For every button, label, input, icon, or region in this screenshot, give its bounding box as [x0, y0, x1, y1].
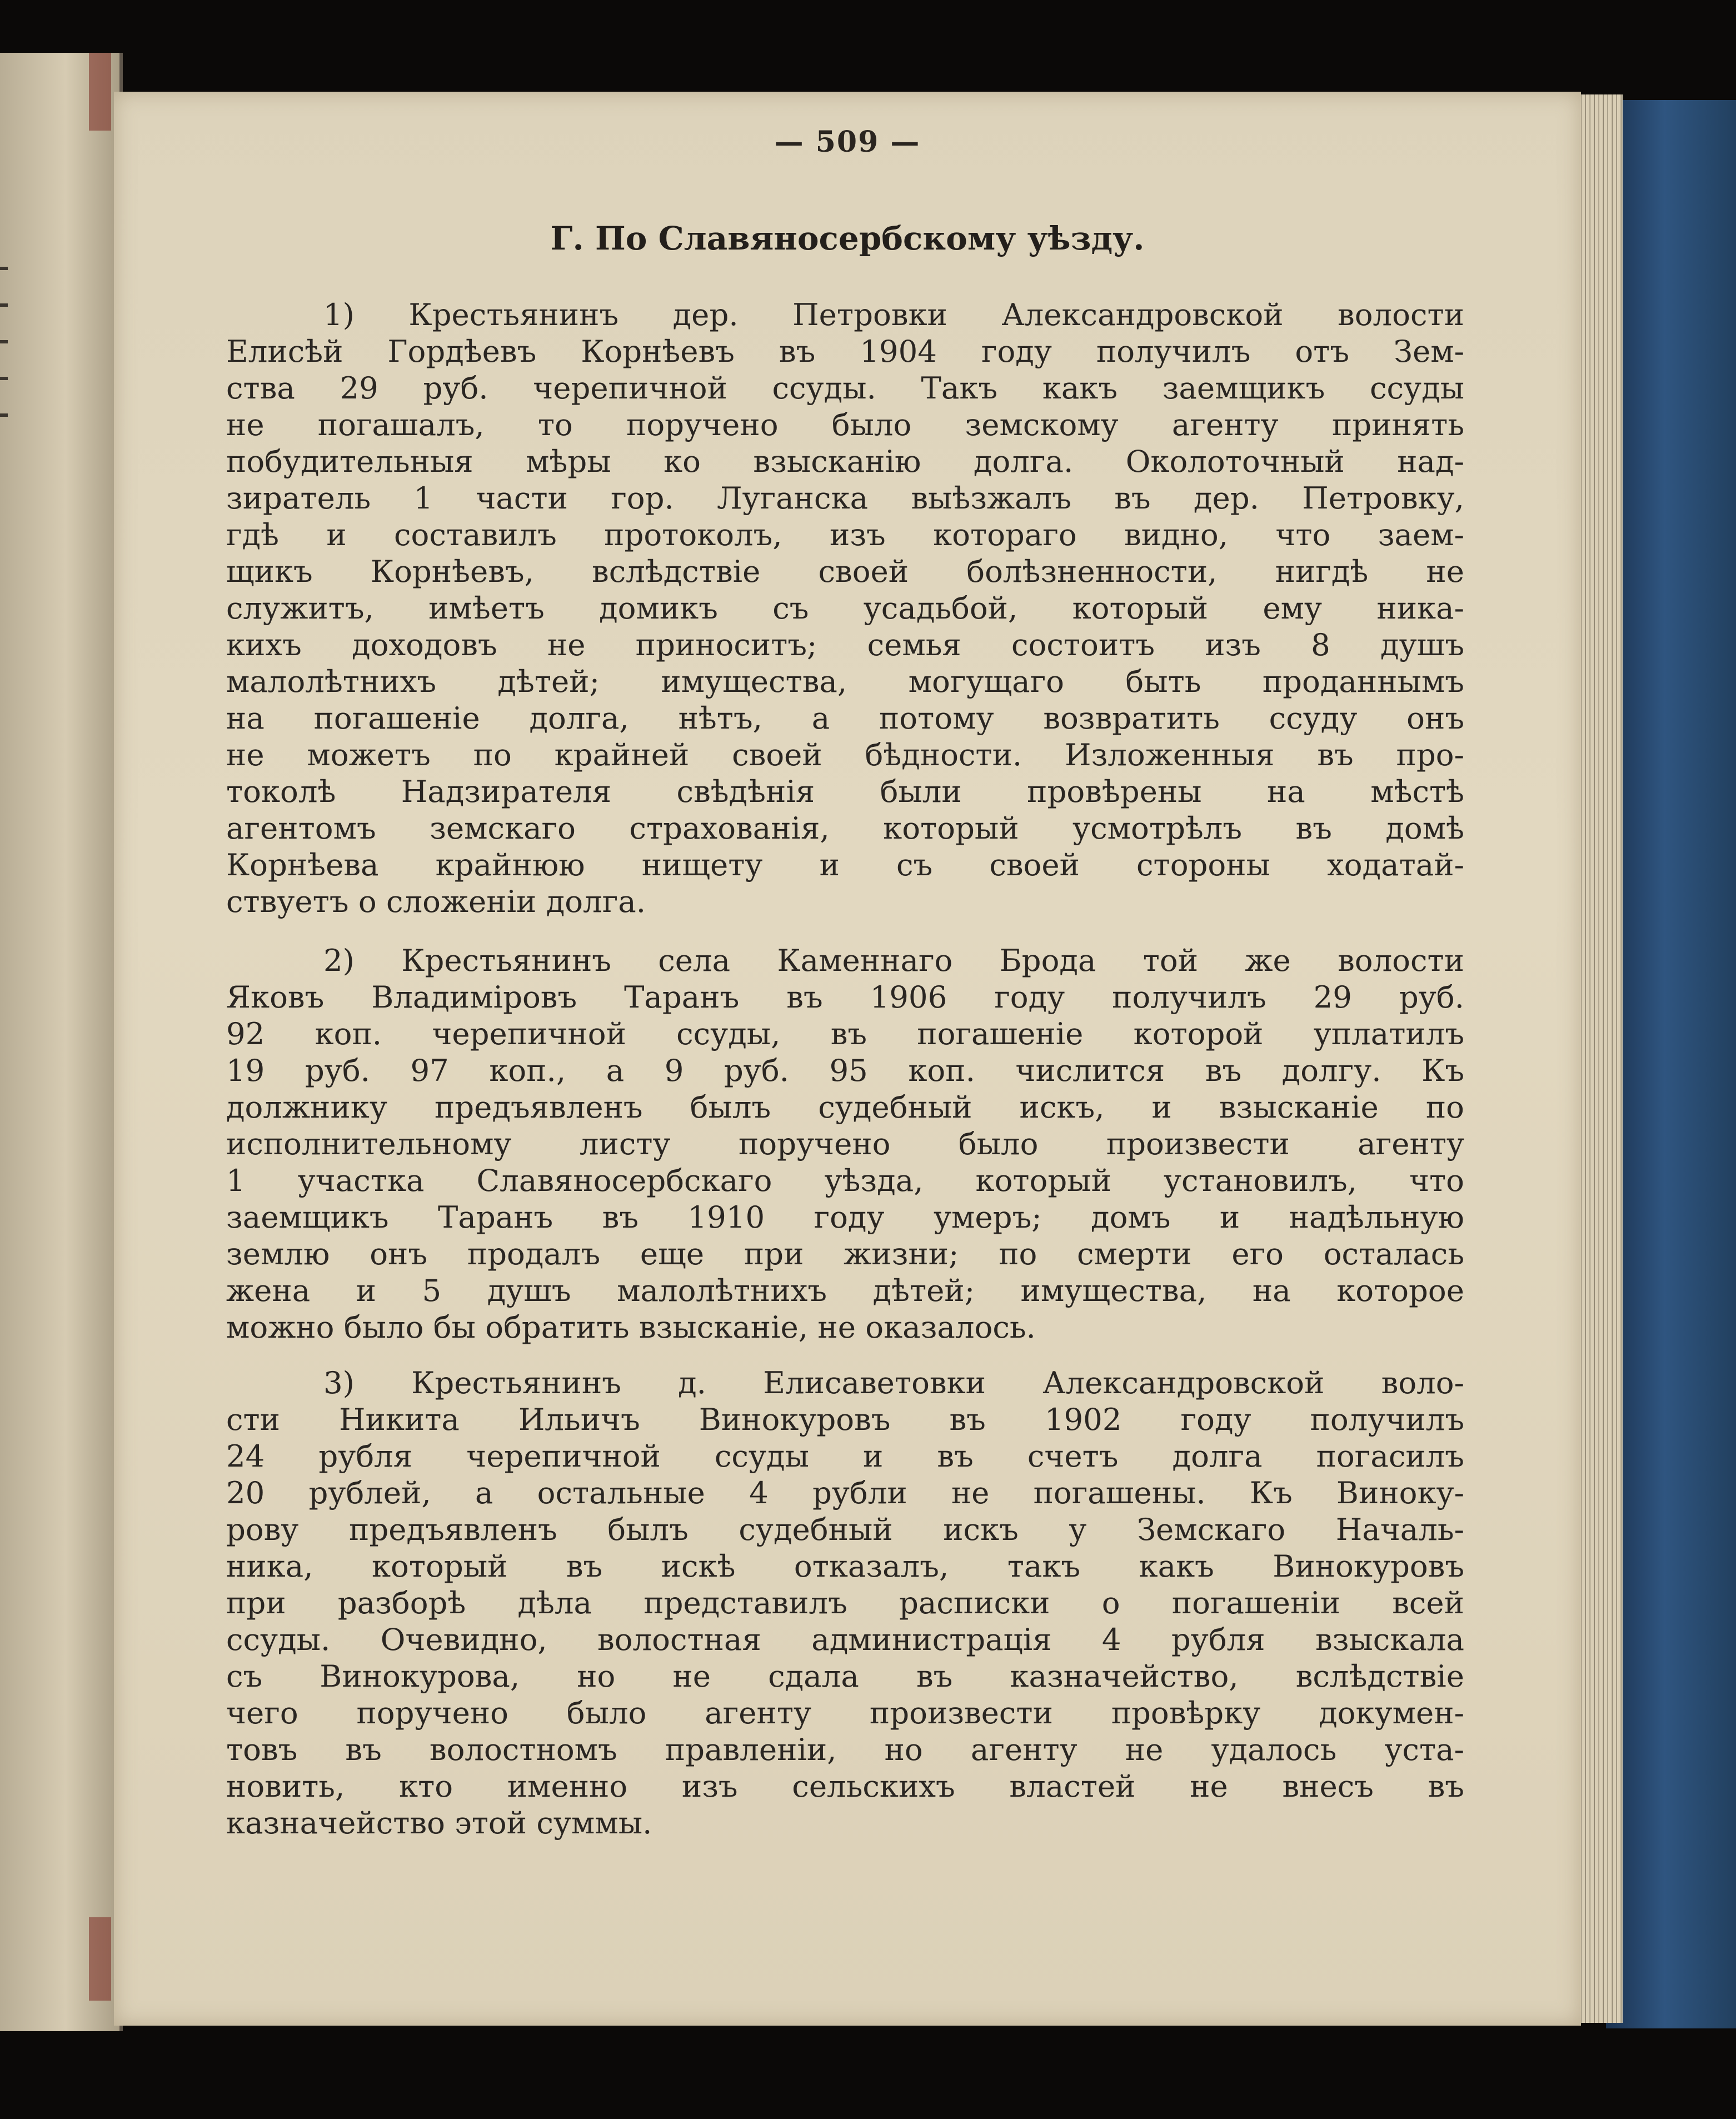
left-page-red-edge-bottom [89, 1917, 111, 2001]
text-line: Елисѣй Гордѣевъ Корнѣевъ въ 1904 году получилъ отъ Зем- [226, 333, 1464, 369]
left-page-edge [0, 53, 123, 2031]
text-line: Корнѣева крайнюю нищету и съ своей стороны ходатай- [226, 847, 1464, 882]
text-line: 1) Крестьянинъ дер. Петровки Александровской волости [323, 297, 1464, 332]
text-line: жена и 5 душъ малолѣтнихъ дѣтей; имущества, на которое [226, 1273, 1464, 1308]
text-line: 1 участка Славяносербскаго уѣзда, который установилъ, что [226, 1163, 1464, 1198]
text-line: побудительныя мѣры ко взысканію долга. Околоточный над- [226, 443, 1464, 479]
text-line: кихъ доходовъ не приноситъ; семья состоитъ изъ 8 душъ [226, 627, 1464, 662]
text-line: сти Никита Ильичъ Винокуровъ въ 1902 году получилъ [226, 1402, 1464, 1437]
text-line: ника, который въ искѣ отказалъ, такъ какъ Винокуровъ [226, 1548, 1464, 1584]
text-line: гдѣ и составилъ протоколъ, изъ котораго видно, что заем- [226, 517, 1464, 552]
text-line: можно было бы обратить взысканіе, не оказалось. [226, 1309, 1036, 1345]
text-line: на погашеніе долга, нѣтъ, а потому возвратить ссуду онъ [226, 700, 1464, 736]
text-line: должнику предъявленъ былъ судебный искъ, и взысканіе по [226, 1089, 1464, 1125]
text-line: товъ въ волостномъ правленіи, но агенту не удалось уста- [226, 1732, 1464, 1767]
text-line: съ Винокурова, но не сдала въ казначейство, вслѣдствіе [226, 1658, 1464, 1694]
text-line: 24 рубля черепичной ссуды и въ счетъ долга погасилъ [226, 1438, 1464, 1474]
text-line: не можетъ по крайней своей бѣдности. Изложенныя въ про- [226, 737, 1464, 772]
text-line: новить, кто именно изъ сельскихъ властей не внесъ въ [226, 1768, 1464, 1804]
text-line: ссуды. Очевидно, волостная администрація 4 рубля взыскала [226, 1622, 1464, 1657]
text-line: 3) Крестьянинъ д. Елисаветовки Александровской воло- [323, 1365, 1464, 1400]
left-page-red-edge [89, 53, 111, 131]
text-line: токолѣ Надзирателя свѣдѣнія были провѣрены на мѣстѣ [226, 774, 1464, 809]
text-line: рову предъявленъ былъ судебный искъ у Земскаго Началь- [226, 1512, 1464, 1547]
paragraph-2 [226, 942, 1464, 1345]
paragraph-3 [226, 1364, 1464, 1841]
text-line: малолѣтнихъ дѣтей; имущества, могущаго быть проданнымъ [226, 664, 1464, 699]
section-title: Г. По Славяносербскому уѣзду. [550, 220, 1145, 257]
text-line: служитъ, имѣетъ домикъ съ усадьбой, который ему ника- [226, 590, 1464, 626]
document-page [114, 92, 1581, 2026]
page-number: — 509 — [774, 125, 921, 159]
text-line: при разборѣ дѣла представилъ расписки о погашеніи всей [226, 1585, 1464, 1621]
text-line: землю онъ продалъ еще при жизни; по смерти его осталась [226, 1236, 1464, 1272]
text-line: исполнительному листу поручено было произвести агенту [226, 1126, 1464, 1161]
text-line: зиратель 1 части гор. Луганска выѣзжалъ въ дер. Петровку, [226, 480, 1464, 516]
text-line: казначейство этой суммы. [226, 1805, 652, 1841]
text-line: 19 руб. 97 коп., а 9 руб. 95 коп. числится въ долгу. Къ [226, 1053, 1464, 1088]
text-line: ства 29 руб. черепичной ссуды. Такъ какъ заемщикъ ссуды [226, 370, 1464, 406]
text-line: Яковъ Владиміровъ Таранъ въ 1906 году получилъ 29 руб. [226, 979, 1464, 1015]
text-line: чего поручено было агенту произвести провѣрку докумен- [226, 1695, 1464, 1731]
book-cover-edge [1606, 100, 1736, 2028]
left-page-text-marks [0, 267, 17, 489]
text-line: 92 коп. черепичной ссуды, въ погашеніе которой уплатилъ [226, 1016, 1464, 1051]
text-line: агентомъ земскаго страхованія, который усмотрѣлъ въ домѣ [226, 810, 1464, 846]
paragraph-1 [226, 296, 1464, 920]
text-line: 20 рублей, а остальные 4 рубли не погашены. Къ Виноку- [226, 1475, 1464, 1510]
text-line: заемщикъ Таранъ въ 1910 году умеръ; домъ и надѣльную [226, 1199, 1464, 1235]
text-line: щикъ Корнѣевъ, вслѣдствіе своей болѣзненности, нигдѣ не [226, 554, 1464, 589]
text-line: не погашалъ, то поручено было земскому агенту принять [226, 407, 1464, 442]
text-line: 2) Крестьянинъ села Каменнаго Брода той же волости [323, 943, 1464, 978]
text-line: ствуетъ о сложеніи долга. [226, 884, 646, 919]
